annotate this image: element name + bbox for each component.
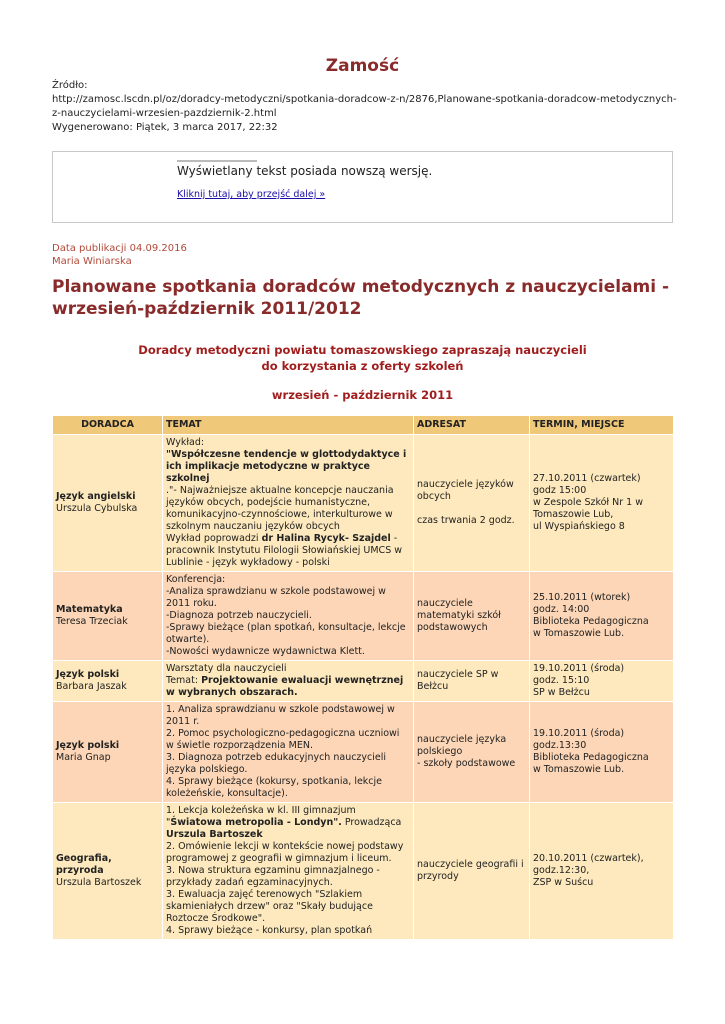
presenter-name: Urszula Bartoszek xyxy=(166,829,263,840)
period-heading: wrzesień - październik 2011 xyxy=(271,388,454,402)
date-text: 19.10.2011 (środa) xyxy=(533,663,625,674)
topic-line: ."- Najważniejsze aktualne koncepcje nauczania języków obcych, podejście humanistyczne, komunikacyjno-czynnościowe, interkulturowe w szkolnym nauczaniu języków obcych xyxy=(166,485,394,532)
intro-line-1: Doradcy metodyczni powiatu tomaszowskiego zapraszają nauczycieli xyxy=(138,343,587,357)
topic-line: 3. Diagnoza potrzeb edukacyjnych nauczycieli języka polskiego. xyxy=(166,752,387,775)
topic-line xyxy=(166,675,410,699)
audience-cell xyxy=(414,572,530,661)
advisor-name: Maria Gnap xyxy=(56,752,111,763)
time-text: godz. 14:00 xyxy=(533,604,590,615)
audience-text: czas trwania 2 godz. xyxy=(417,515,515,526)
topic-title: Światowa metropolia - Londyn". xyxy=(170,817,342,828)
topic-cell xyxy=(163,803,414,940)
subject-label: Geografia, xyxy=(56,853,112,864)
topic-line: 4. Sprawy bieżące (kokursy, spotkania, lekcje koleżeńskie, konsultacje). xyxy=(166,776,383,799)
topic-line: 1. Analiza sprawdzianu w szkole podstawowej w 2011 r. xyxy=(166,704,395,727)
source-meta xyxy=(52,79,677,135)
topic-text: Prowadząca xyxy=(344,817,402,828)
audience-text: nauczyciele geografii i przyrody xyxy=(417,859,524,882)
place-text: SP w Bełżcu xyxy=(533,687,590,698)
intro-line-2: do korzystania z oferty szkoleń xyxy=(261,359,464,373)
table-row xyxy=(53,702,674,803)
topic-line: 3. Nowa struktura egzaminu gimnazjalnego - przykłady zadań egzaminacyjnych. xyxy=(166,865,380,888)
topic-line: -Sprawy bieżące (plan spotkań, konsultacje, lekcje otwarte). xyxy=(166,622,406,645)
topic-cell xyxy=(163,702,414,803)
advisor-cell xyxy=(53,435,163,572)
place-text: ZSP w Suścu xyxy=(533,877,594,888)
place-text: w Tomaszowie Lub. xyxy=(533,764,625,775)
advisor-name: Urszula Cybulska xyxy=(56,503,138,514)
audience-cell xyxy=(414,435,530,572)
audience-text: nauczyciele języka polskiego xyxy=(417,734,507,757)
publication-info xyxy=(52,242,187,268)
audience-text: nauczyciele SP w Bełżcu xyxy=(417,669,499,692)
topic-cell xyxy=(163,572,414,661)
publication-date: Data publikacji 04.09.2016 xyxy=(52,243,187,254)
topic-title: Projektowanie ewaluacji wewnętrznej w wybranych obszarach. xyxy=(166,675,404,698)
header-advisor: DORADCA xyxy=(53,416,163,435)
advisor-cell xyxy=(53,702,163,803)
place-text: Biblioteka Pedagogiczna xyxy=(533,616,649,627)
date-text: 19.10.2011 (środa) xyxy=(533,728,625,739)
subject-label: Język polski xyxy=(56,669,120,680)
table-row xyxy=(53,435,674,572)
topic-text: Temat: xyxy=(166,675,199,686)
topic-line: 2. Omówienie lekcji w kontekście nowej podstawy programowej z geografii w gimnazjum i liceum. xyxy=(166,841,404,864)
topic-line: Wykład: xyxy=(166,437,205,448)
place-text: ul Wyspiańskiego 8 xyxy=(533,521,625,532)
place-text: w Zespole Szkół Nr 1 w Tomaszowie Lub, xyxy=(533,497,644,520)
table-header-row xyxy=(53,416,674,435)
advisor-name: Barbara Jaszak xyxy=(56,681,127,692)
topic-cell xyxy=(163,661,414,702)
time-text: godz.12:30, xyxy=(533,865,590,876)
topic-text: Wykład poprowadzi xyxy=(166,533,259,544)
audience-text: nauczyciele matematyki szkół podstawowych xyxy=(417,598,501,633)
source-label: Źródło: xyxy=(52,80,88,91)
topic-line: 2. Pomoc psychologiczno-pedagogiczna uczniowi w świetle rozporządzenia MEN. xyxy=(166,728,400,751)
header-topic: TEMAT xyxy=(163,416,414,435)
date-place-cell xyxy=(530,803,674,940)
advisor-name: Urszula Bartoszek xyxy=(56,877,142,888)
article-title: Planowane spotkania doradców metodycznych z nauczycielami - wrzesień-październik 2011/2012 xyxy=(52,277,670,319)
advisor-name: Teresa Trzeciak xyxy=(56,616,128,627)
place-text: Biblioteka Pedagogiczna xyxy=(533,752,649,763)
audience-text: nauczyciele języków obcych xyxy=(417,479,514,502)
audience-cell xyxy=(414,661,530,702)
topic-line xyxy=(166,805,410,841)
site-title: Zamość xyxy=(325,56,400,76)
table-row xyxy=(53,803,674,940)
topic-text: - pracownik Instytutu Filologii Słowiańskiej UMCS w Lublinie - język wykładowy - polski xyxy=(166,533,403,568)
subject-label: Język polski xyxy=(56,740,120,751)
topic-line: Warsztaty dla nauczycieli xyxy=(166,663,287,674)
date-place-cell xyxy=(530,572,674,661)
publication-author: Maria Winiarska xyxy=(52,256,132,267)
advisor-cell xyxy=(53,803,163,940)
topic-line: -Nowości wydawnicze wydawnictwa Klett. xyxy=(166,646,365,657)
topic-line: -Diagnoza potrzeb nauczycieli. xyxy=(166,610,312,621)
topic-line: "Współczesne tendencje w glottodydaktyce i ich implikacje metodyczne w praktyce szkolnej xyxy=(166,449,407,484)
audience-cell xyxy=(414,702,530,803)
notice-divider xyxy=(177,160,257,162)
date-text: 20.10.2011 (czwartek), xyxy=(533,853,644,864)
date-text: 27.10.2011 (czwartek) xyxy=(533,473,641,484)
time-text: godz. 15:10 xyxy=(533,675,590,686)
topic-line: Konferencja: xyxy=(166,574,226,585)
topic-line: 3. Ewaluacja zajęć terenowych "Szlakiem skamieniałych drzew" oraz "Skały budujące Roztocze Środkowe". xyxy=(166,889,373,924)
subject-label: przyroda xyxy=(56,865,104,876)
date-place-cell xyxy=(530,661,674,702)
place-text: w Tomaszowie Lub. xyxy=(533,628,625,639)
table-row xyxy=(53,572,674,661)
subject-label: Język angielski xyxy=(56,491,136,502)
audience-text: - szkoły podstawowe xyxy=(417,758,516,769)
topic-cell xyxy=(163,435,414,572)
topic-line: -Analiza sprawdzianu w szkole podstawowej w 2011 roku. xyxy=(166,586,386,609)
time-text: godz 15:00 xyxy=(533,485,587,496)
notice-text: Wyświetlany tekst posiada nowszą wersję. xyxy=(177,164,433,178)
date-place-cell xyxy=(530,702,674,803)
article-intro xyxy=(52,342,673,374)
notice-link[interactable]: Kliknij tutaj, aby przejść dalej » xyxy=(177,189,326,200)
topic-text: 1. Lekcja koleżeńska w kl. III gimnazjum " xyxy=(166,805,356,828)
date-text: 25.10.2011 (wtorek) xyxy=(533,592,631,603)
advisor-cell xyxy=(53,572,163,661)
topic-line: 4. Sprawy bieżące - konkursy, plan spotkań xyxy=(166,925,373,936)
topic-line xyxy=(166,533,410,569)
newer-version-notice xyxy=(52,151,673,223)
time-text: godz.13:30 xyxy=(533,740,587,751)
schedule-table xyxy=(52,415,674,940)
date-place-cell xyxy=(530,435,674,572)
header-date-place: TERMIN, MIEJSCE xyxy=(530,416,674,435)
advisor-cell xyxy=(53,661,163,702)
table-row xyxy=(53,661,674,702)
generated-date: Wygenerowano: Piątek, 3 marca 2017, 22:32 xyxy=(52,122,278,133)
header-audience: ADRESAT xyxy=(414,416,530,435)
subject-label: Matematyka xyxy=(56,604,123,615)
lecturer-name: dr Halina Rycyk- Szajdel xyxy=(261,533,391,544)
source-url: http://zamosc.lscdn.pl/oz/doradcy-metodyczni/spotkania-doradcow-z-n/2876,Planowane-spotkania-doradcow-metodycznych-z-nauczycielami-wrzesien-pazdziernik-2.html xyxy=(52,94,677,119)
audience-cell xyxy=(414,803,530,940)
